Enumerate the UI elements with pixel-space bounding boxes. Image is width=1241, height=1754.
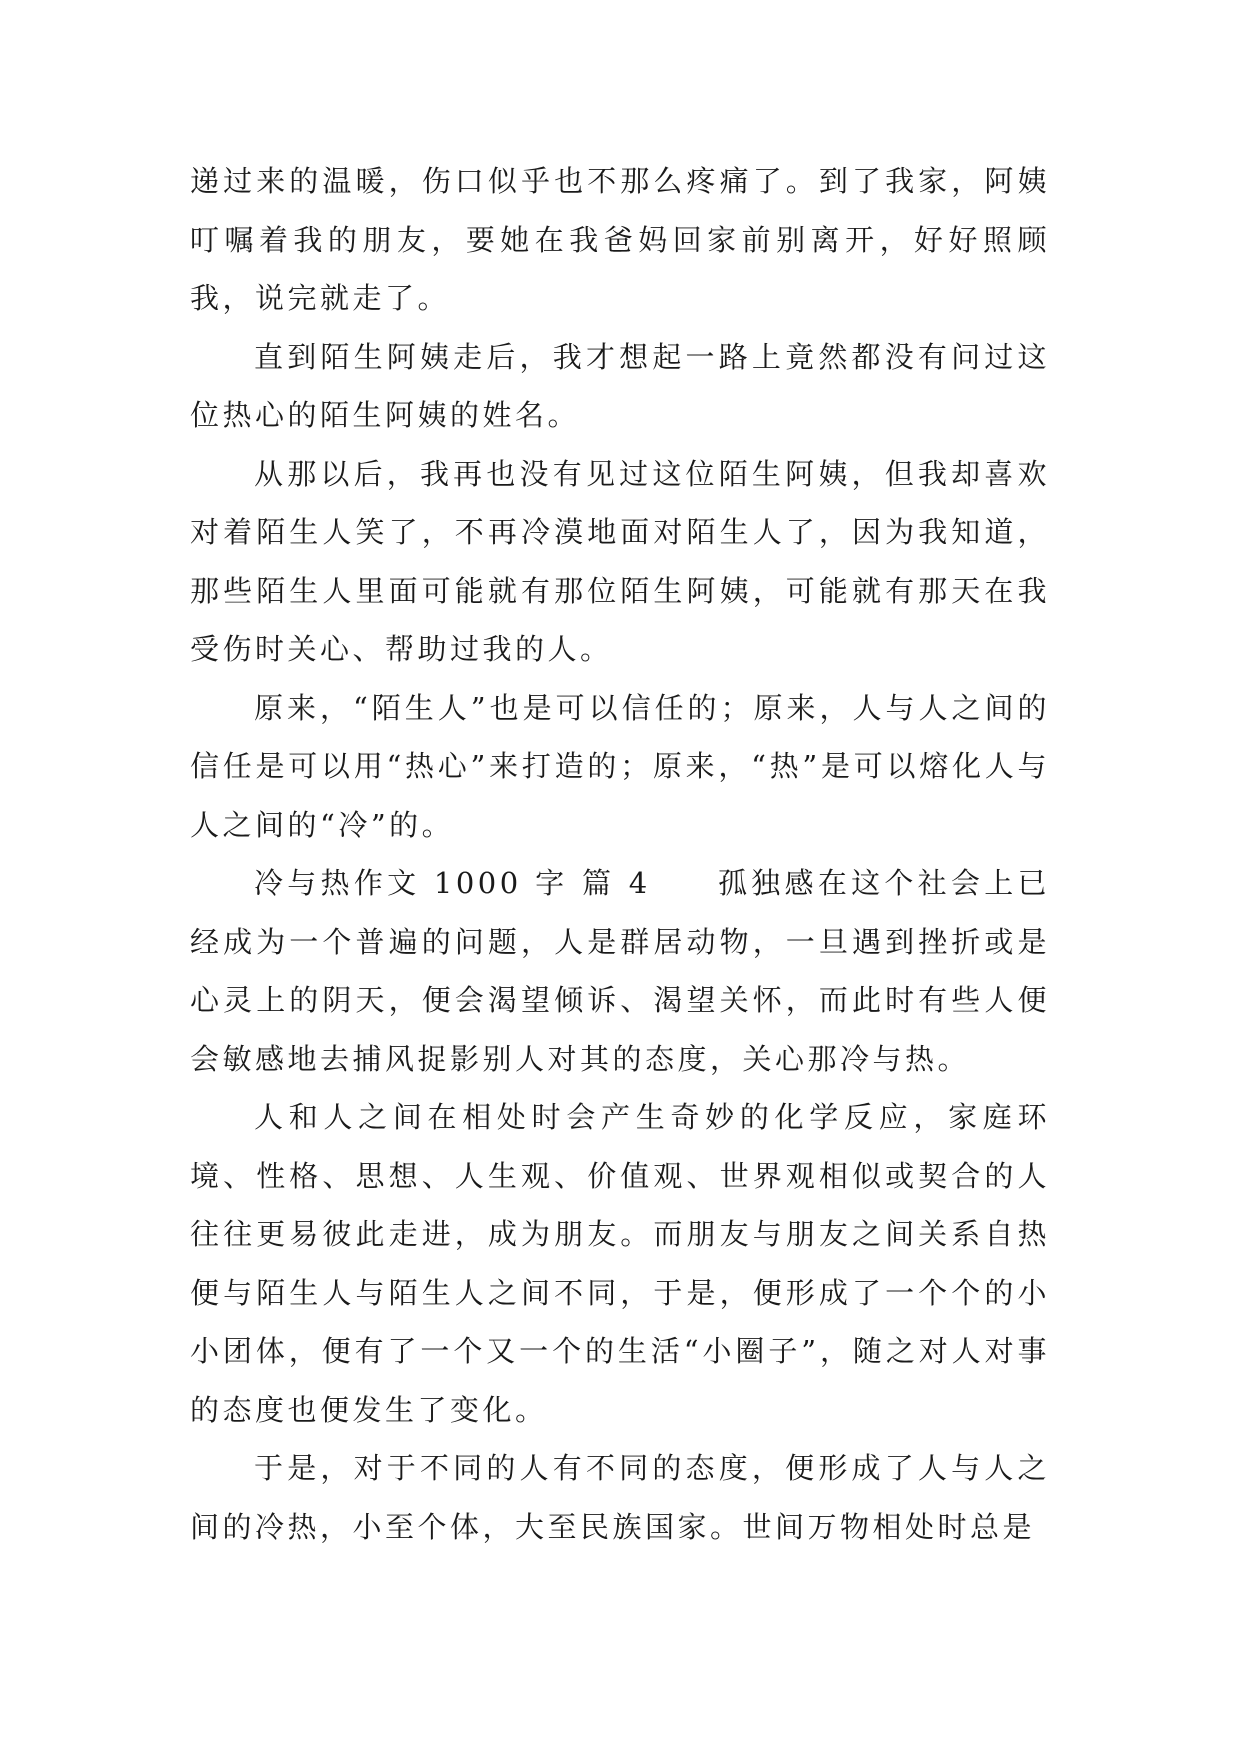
paragraph: 原来，“陌生人”也是可以信任的；原来，人与人之间的信任是可以用“热心”来打造的；原来，“热”是可以熔化人与人之间的“冷”的。 — [190, 690, 1050, 842]
paragraph: 人和人之间在相处时会产生奇妙的化学反应，家庭环境、性格、思想、人生观、价值观、世界观相似或契合的人往往更易彼此走进，成为朋友。而朋友与朋友之间关系自热便与陌生人与陌生人之间不同，于是，便形成了一个个的小小团体，便有了一个又一个的生活“小圈子”，随之对人对事的态度也便发生了变化。 — [190, 1100, 1050, 1427]
paragraph-continued: 递过来的温暖，伤口似乎也不那么疼痛了。到了我家，阿姨叮嘱着我的朋友，要她在我爸妈回家前别离开，好好照顾我，说完就走了。 — [190, 164, 1050, 315]
paragraph: 从那以后，我再也没有见过这位陌生阿姨，但我却喜欢对着陌生人笑了，不再冷漠地面对陌生人了，因为我知道，那些陌生人里面可能就有那位陌生阿姨，可能就有那天在我受伤时关心、帮助过我的人。 — [190, 456, 1050, 666]
paragraph: 于是，对于不同的人有不同的态度，便形成了人与人之间的冷热，小至个体，大至民族国家。世间万物相处时总是 — [190, 1451, 1050, 1544]
paragraph-section-heading: 冷与热作文 1000 字 篇 4 孤独感在这个社会上已经成为一个普遍的问题，人是群居动物，一旦遇到挫折或是心灵上的阴天，便会渴望倾诉、渴望关怀，而此时有些人便会敏感地去捕风捉影别人对其的态度，关心那冷与热。 — [190, 866, 1050, 1076]
document-body — [190, 152, 1050, 1556]
paragraph: 直到陌生阿姨走后，我才想起一路上竟然都没有问过这位热心的陌生阿姨的姓名。 — [190, 339, 1050, 432]
